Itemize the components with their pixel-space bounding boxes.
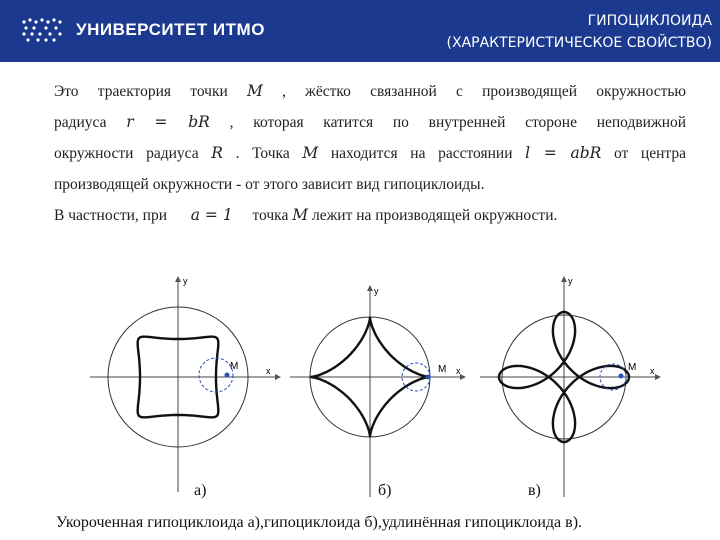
formula-M: M [292, 206, 309, 224]
text-span: радиуса [54, 114, 107, 131]
figure-a-label: а) [194, 482, 207, 499]
point-M [619, 374, 624, 379]
text-line-5 [54, 200, 686, 231]
text-span: лежит на производящей окружности. [311, 207, 558, 224]
text-span: . Точка [235, 145, 290, 162]
itmo-logo-icon [20, 16, 64, 46]
text-line-3 [54, 138, 686, 169]
text-span: Это траектория точки [54, 83, 228, 100]
text-span: , которая катится по внутренней стороне неподвижной [229, 114, 687, 131]
x-axis-label: x [456, 366, 461, 376]
hypocycloid-figures [80, 262, 680, 512]
point-M [426, 375, 431, 380]
figure-a [90, 276, 280, 492]
point-M-label: M [230, 361, 239, 372]
figure-c-label: в) [528, 482, 541, 499]
text-line-1 [54, 76, 686, 107]
text-line-2 [54, 107, 686, 138]
brand-name: УНИВЕРСИТЕТ ИТМО [76, 20, 265, 39]
formula-a: a = 1 [190, 206, 233, 224]
text-span: от центра [613, 145, 686, 162]
figure-b-label: б) [378, 482, 392, 499]
y-axis-label: y [183, 276, 188, 286]
text-line-4: производящей окружности - от этого зависит вид гипоциклоиды. [54, 176, 485, 193]
text-span: В частности, при [54, 207, 168, 224]
figure-c [480, 276, 660, 497]
figure-caption: Укороченная гипоциклоида а),гипоциклоида б),удлинённая гипоциклоида в). [56, 514, 583, 531]
text-span: окружности радиуса [54, 145, 199, 162]
definition-text [54, 76, 686, 231]
slide-title-line2: (ХАРАКТЕРИСТИЧЕСКОЕ СВОЙСТВО) [446, 35, 712, 51]
x-axis-label: x [650, 366, 655, 376]
point-M-label: M [628, 362, 637, 373]
formula-R: R [211, 144, 223, 162]
text-span: находится на расстоянии [330, 145, 513, 162]
point-M [225, 373, 230, 378]
slide-title-line1: ГИПОЦИКЛОИДА [587, 13, 712, 29]
formula-M: M [302, 144, 319, 162]
slide-title [447, 10, 712, 54]
point-M-label: M [438, 364, 447, 375]
x-axis-label: x [266, 366, 271, 376]
figure-b [290, 286, 465, 497]
text-span: , жёстко связанной с производящей окружностью [282, 83, 687, 100]
formula-M: M [247, 82, 263, 100]
formula-r: r = bR [126, 113, 210, 131]
header-banner [0, 0, 720, 62]
y-axis-label: y [568, 276, 573, 286]
y-axis-label: y [374, 286, 379, 296]
text-span: точка [252, 207, 289, 224]
formula-l: l = abR [525, 144, 602, 162]
